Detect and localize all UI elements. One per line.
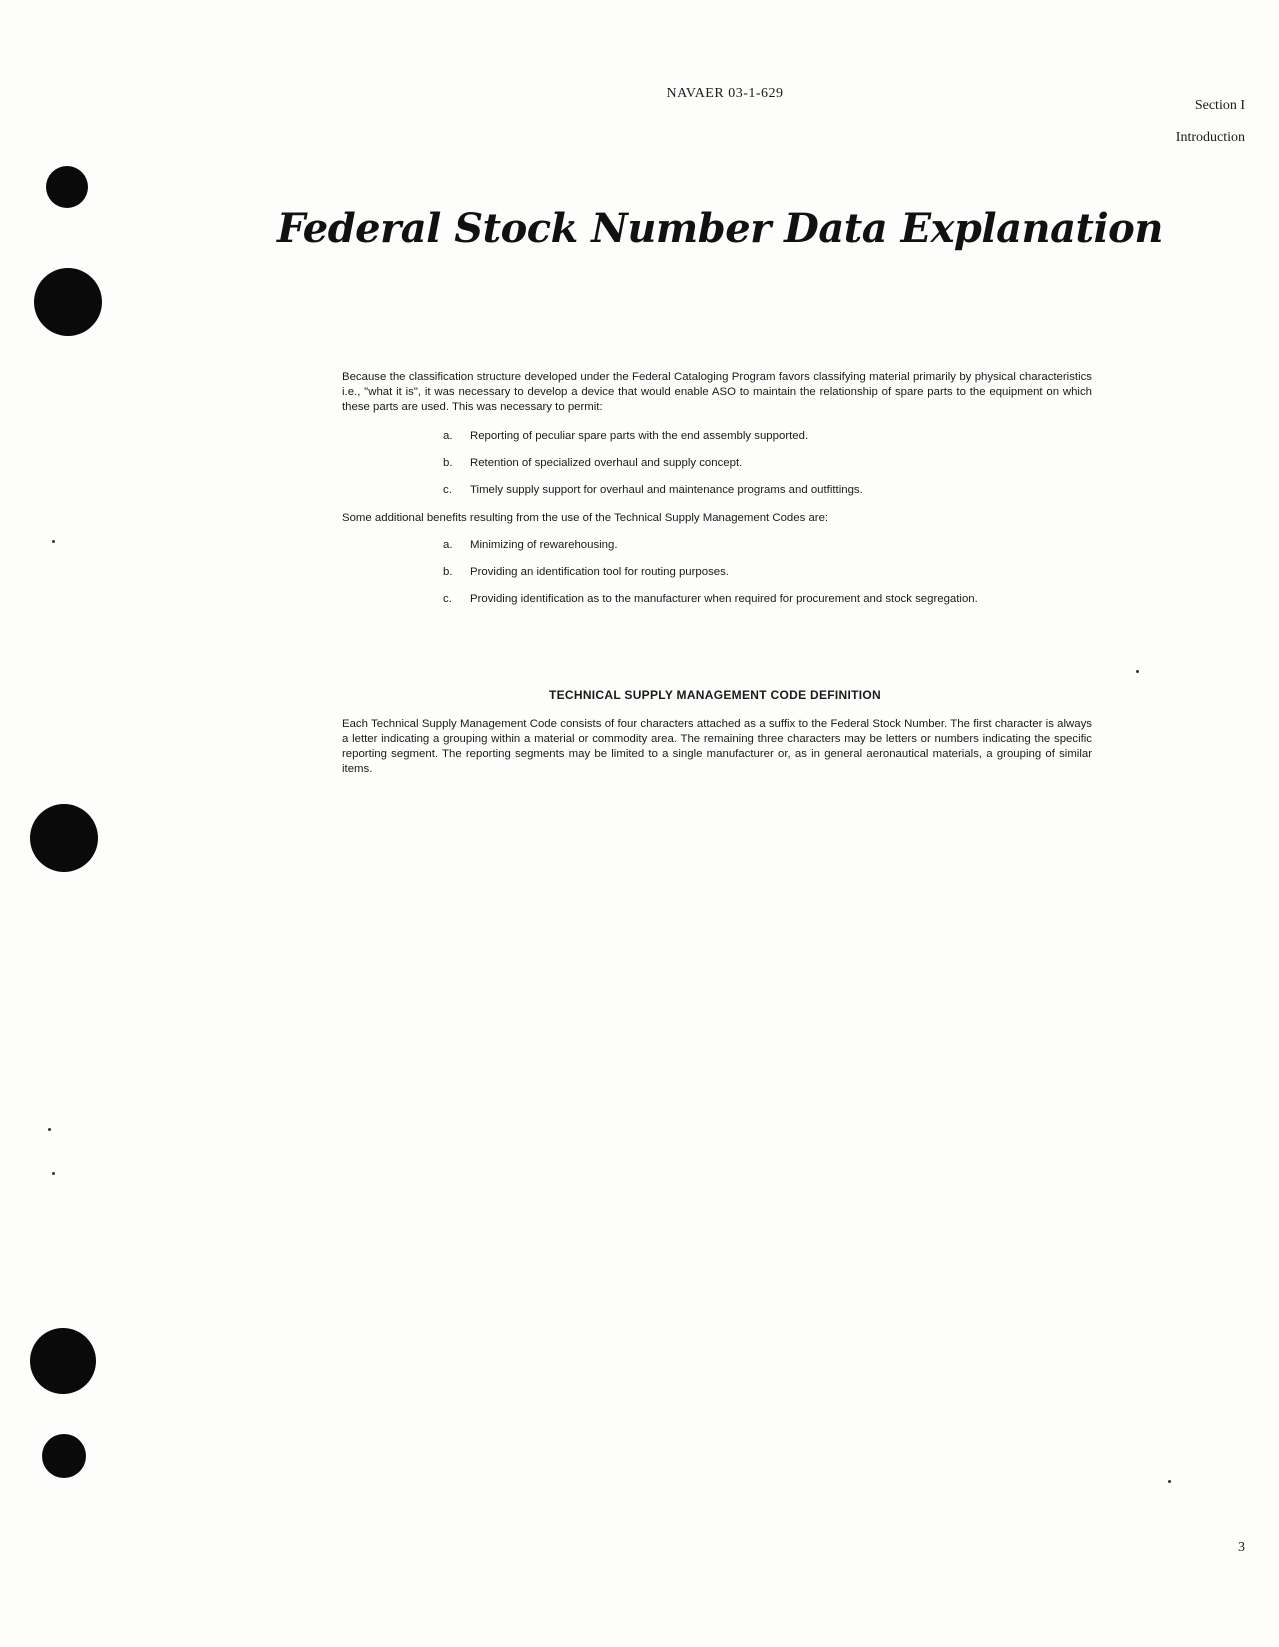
section-header: [1176, 90, 1245, 154]
speck: [48, 1128, 51, 1131]
binder-hole-4: [30, 1328, 96, 1394]
list-item: [443, 456, 1093, 483]
page-title: Federal Stock Number Data Explanation: [277, 205, 1163, 252]
list-item-text: Minimizing of rewarehousing.: [470, 539, 618, 551]
list-item: [443, 592, 1093, 619]
list-item: [443, 483, 1093, 510]
section-title: Introduction: [1175, 130, 1245, 145]
benefits-lead: Some additional benefits resulting from the use of the Technical Supply Management Codes are:: [342, 512, 829, 524]
list-item-letter: a.: [443, 430, 453, 442]
list-item-letter: b.: [443, 457, 453, 469]
document-number: NAVAER 03-1-629: [666, 86, 784, 101]
intro-paragraph: Because the classification structure developed under the Federal Cataloging Program favors classifying material primarily by physical characteristics i.e., "what it is", it was necessary to develop a device that would enable ASO to maintain the relationship of spare parts to the equipment on which these parts are used. This was necessary to permit:: [342, 371, 1092, 413]
list-item-text: Reporting of peculiar spare parts with the end assembly supported.: [470, 430, 809, 442]
list-item-text: Providing identification as to the manufacturer when required for procurement and stock segregation.: [470, 593, 978, 605]
binder-hole-2: [34, 268, 102, 336]
list-item: [443, 538, 1093, 565]
speck: [1136, 670, 1139, 673]
definition-paragraph: Each Technical Supply Management Code consists of four characters attached as a suffix to the Federal Stock Number. The first character is always a letter indicating a grouping within a material or commodity area. The remaining three characters may be letters or numbers indicating the specific reporting segment. The reporting segments may be limited to a single manufacturer or, as in general aeronautical materials, a grouping of similar items.: [342, 718, 1092, 775]
list-item-letter: c.: [443, 484, 452, 496]
benefits-list: [443, 538, 1093, 619]
speck: [1168, 1480, 1171, 1483]
definition-heading: TECHNICAL SUPPLY MANAGEMENT CODE DEFINITION: [548, 688, 882, 702]
list-item: [443, 565, 1093, 592]
list-item-text: Timely supply support for overhaul and maintenance programs and outfittings.: [470, 484, 863, 496]
list-item-letter: c.: [443, 593, 452, 605]
list-item-text: Providing an identification tool for routing purposes.: [470, 566, 729, 578]
list-item-text: Retention of specialized overhaul and supply concept.: [470, 457, 743, 469]
section-label: Section I: [1194, 98, 1245, 113]
list-item-letter: a.: [443, 539, 453, 551]
binder-hole-3: [30, 804, 98, 872]
binder-hole-5: [42, 1434, 86, 1478]
page-number: 3: [1238, 1540, 1245, 1555]
list-item: [443, 429, 1093, 456]
list-item-letter: b.: [443, 566, 453, 578]
speck: [52, 1172, 55, 1175]
speck: [52, 540, 55, 543]
binder-hole-1: [46, 166, 88, 208]
permit-list: [443, 429, 1093, 510]
